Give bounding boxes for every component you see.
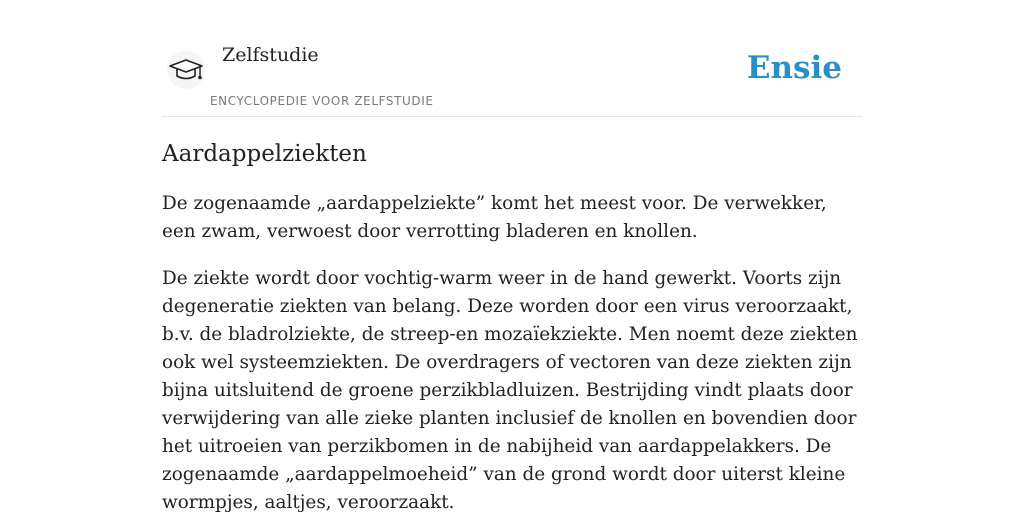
article <box>162 138 862 512</box>
site-title[interactable]: Zelfstudie <box>222 44 319 66</box>
brand-logo[interactable]: Ensie <box>746 50 842 86</box>
graduation-cap-icon[interactable] <box>164 50 208 90</box>
site-header <box>162 0 862 117</box>
article-paragraph: De zogenaamde „aardappelziekte” komt het meest voor. De verwekker, een zwam, verwoest door verrotting bladeren en knollen. <box>162 193 827 242</box>
site-subtitle: ENCYCLOPEDIE VOOR ZELFSTUDIE <box>210 94 434 108</box>
article-title: Aardappelziekten <box>162 141 367 167</box>
article-paragraph: De ziekte wordt door vochtig-warm weer in de hand gewerkt. Voorts zijn degeneratie ziekten van belang. Deze worden door een virus veroorzaakt, b.v. de bladrolziekte, de streep-en mozaïekziekte. Men noemt deze ziekten ook wel systeemziekten. De overdragers of vectoren van deze ziekten zijn bijna uitsluitend de groene perzikbladluizen. Bestrijding vindt plaats door verwijdering van alle zieke planten inclusief de knollen en bovendien door het uitroeien van perzikbomen in de nabijheid van aardappelakkers. De zogenaamde „aardappelmoeheid” van de grond wordt door uiterst kleine wormpjes, aaltjes, veroorzaakt. <box>162 268 858 512</box>
